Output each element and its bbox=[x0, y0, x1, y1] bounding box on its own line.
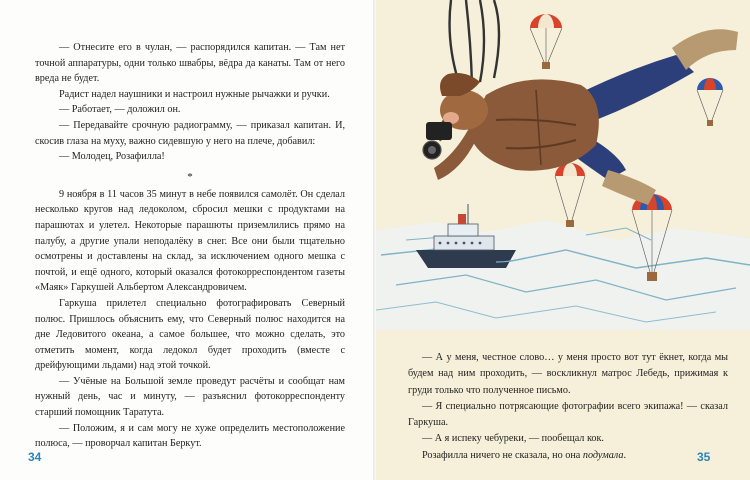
paragraph: — Молодец, Розафилла! bbox=[59, 151, 165, 163]
page-number-left: 34 bbox=[28, 450, 42, 464]
page-number-right: 35 bbox=[697, 450, 711, 464]
paragraph: — Учёные на Большой земле проведут расчёты и сообщат нам нужный день, час и минуту, — разъяснил фотокорреспонденту старший помощник Таратута. bbox=[35, 375, 345, 419]
paragraph: — А у меня, честное слово… у меня просто вот тут ёкнет, когда мы будем над ним проходить, — воскликнул матрос Лебедь, прижимая к груди только что полученное письмо. bbox=[408, 352, 728, 396]
paragraph: — А я испеку чебуреки, — пообещал кок. bbox=[422, 433, 604, 445]
paragraph: — Я специально потрясающие фотографии всего экипажа! — сказал Гаркуша. bbox=[408, 400, 728, 429]
paragraph: Радист надел наушники и настроил нужные рычажки и ручки. bbox=[59, 88, 330, 100]
paragraph: — Передавайте срочную радиограмму, — приказал капитан. И, скосив глаза на муху, важно сидевшую у него на плече, добавил: bbox=[35, 119, 345, 147]
paragraph: Гаркуша прилетел специально фотографировать Северный полюс. Пришлось объяснить ему, что Северный полюс находится на дне Ледовитого океана, а самое большее, что можно сделать, это отметить момент, когда ледокол будет проходить (вместе с дрейфующими льдами) над этой точкой. bbox=[35, 297, 345, 372]
section-separator: * bbox=[187, 170, 193, 183]
italic-word: подумала bbox=[582, 449, 624, 461]
right-page-text bbox=[408, 350, 728, 464]
parachute bbox=[697, 78, 723, 126]
paragraph-end: . bbox=[623, 449, 627, 461]
parachute bbox=[555, 163, 585, 227]
parachute-cords bbox=[450, 0, 499, 85]
left-page-text bbox=[35, 40, 345, 452]
parachute bbox=[530, 14, 562, 69]
paragraph: — Работает, — доложил он. bbox=[59, 104, 181, 116]
paragraph: — Положим, я и сам могу не хуже определить местоположение полюса, — проворчал капитан Беркут. bbox=[35, 422, 345, 450]
paragraph-text: Розафилла ничего не сказала, но она bbox=[422, 449, 583, 461]
ice-floes bbox=[376, 220, 750, 330]
paragraph bbox=[408, 448, 728, 464]
illustration bbox=[376, 0, 750, 340]
paragraph: 9 ноября в 11 часов 35 минут в небе появился самолёт. Он сделал несколько кругов над ледоколом, сбросил мешки с продуктами на парашютах и улетел. Некоторые парашюты приземлились прямо на палубу, а другие упали неподалёку в снег. Все они были тщательно осмотрены и доставлены на склад, за исключением одного мешка с почтой, и ещё одного, который оказался фотокорреспондентом газеты «Маяк» Гаркушей Альбертом Александровичем. bbox=[35, 188, 345, 294]
paragraph: — Отнесите его в чулан, — распорядился капитан. — Там нет точной аппаратуры, одни только швабры, вёдра да канаты. Там от него вреда не будет. bbox=[35, 42, 345, 85]
